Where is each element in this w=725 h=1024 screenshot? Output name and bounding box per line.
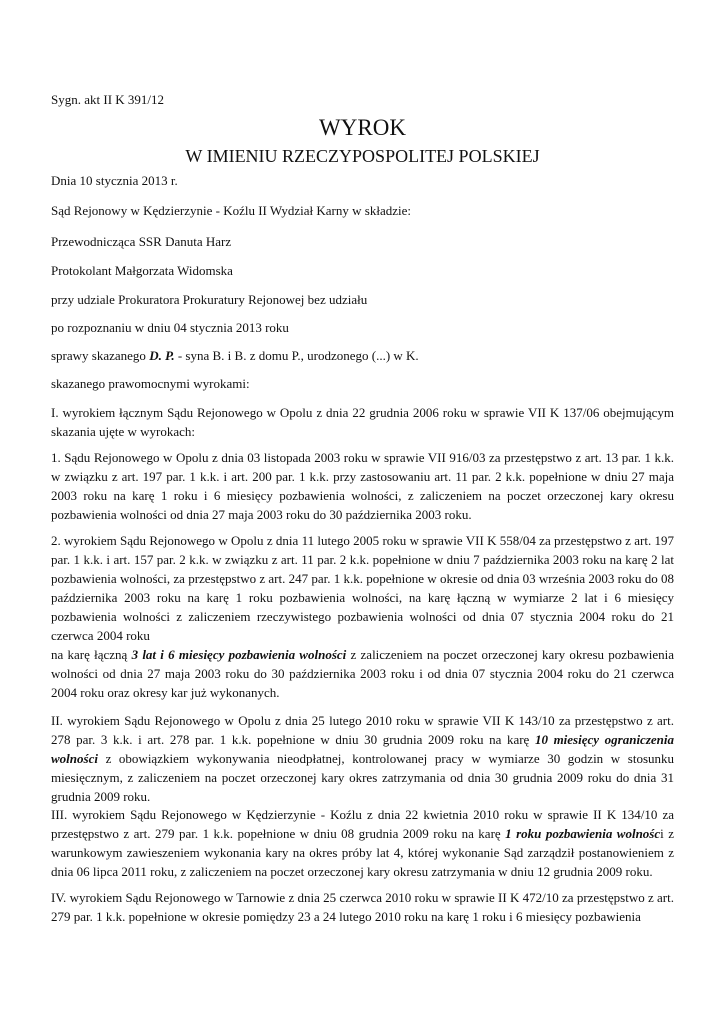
case-line: [51, 346, 674, 365]
II-post: z obowiązkiem wykonywania nieodpłatnej, kontrolowanej pracy w wymiarze 30 godzin w stosunku miesięcznym, z zaliczeniem na poczet orzeczonej kary okres zatrzymania od dnia 30 grudnia 2009 roku do dnia 31 grudnia 2009 roku.: [51, 751, 674, 804]
defendant-name: D. P.: [149, 348, 175, 363]
judgment-date: Dnia 10 stycznia 2013 r.: [51, 173, 178, 188]
paragraph-III: [51, 805, 674, 881]
joint-sentence-emphasis: 3 lat i 6 miesięcy pozbawienia wolności: [131, 647, 347, 662]
hearing-date: po rozpoznaniu w dniu 04 stycznia 2013 roku: [51, 320, 289, 335]
prosecutor-line: przy udziale Prokuratora Prokuratury Rejonowej bez udziału: [51, 292, 368, 307]
III-post: i z warunkowym zawieszeniem wykonania kary na okres próby lat 4, której wykonanie Sąd zarządził postanowieniem z dnia 06 lipca 2011 roku, z zaliczeniem na poczet orzeczonej kary okresu zatrzymania w dniu 12 grudnia 2009 roku.: [51, 826, 674, 879]
II-emphasis: 10 miesięcy ograniczenia wolności: [51, 732, 674, 766]
III-emphasis: 1 roku pozbawienia wolnośc: [505, 826, 661, 841]
judgment-title: WYROK: [319, 115, 406, 140]
paragraph-IV: IV. wyrokiem Sądu Rejonowego w Tarnowie z dnia 25 czerwca 2010 roku w sprawie II K 472/10 za przestępstwo z art. 279 par. 1 k.k. popełnione w okresie pomiędzy 23 a 24 lutego 2010 roku na karę 1 roku i 6 miesięcy pozbawienia: [51, 890, 674, 924]
case-prefix: sprawy skazanego: [51, 348, 150, 363]
II-pre: II. wyrokiem Sądu Rejonowego w Opolu z dnia 25 lutego 2010 roku w sprawie VII K 143/10 za przestępstwo z art. 278 par. 3 k.k. i art. 278 par. 1 k.k. popełnione w dniu 30 grudnia 2009 roku na karę: [51, 713, 674, 747]
judgment-subtitle: W IMIENIU RZECZYPOSPOLITEJ POLSKIEJ: [185, 146, 540, 166]
paragraph-II: [51, 711, 674, 806]
presiding-judge: Przewodnicząca SSR Danuta Harz: [51, 234, 232, 249]
paragraph-joint-sentence: [51, 645, 674, 702]
paragraph-I: I. wyrokiem łącznym Sądu Rejonowego w Opolu z dnia 22 grudnia 2006 roku w sprawie VII K 137/06 obejmującym skazania ujęte w wyrokach:: [51, 405, 674, 439]
convicted-heading: skazanego prawomocnymi wyrokami:: [51, 376, 250, 391]
case-suffix: - syna B. i B. z domu P., urodzonego (...) w K.: [174, 348, 419, 363]
joint-post: z zaliczeniem na poczet orzeczonej kary okresu pozbawienia wolności od dnia 27 maja 2003 roku do 30 października 2003 roku i od dnia 07 stycznia 2004 roku do 21 czerwca 2004 roku oraz okresy kar już wykonanych.: [51, 647, 674, 700]
court-composition: Sąd Rejonowy w Kędzierzynie - Koźlu II Wydział Karny w składzie:: [51, 203, 411, 218]
court-clerk: Protokolant Małgorzata Widomska: [51, 263, 233, 278]
III-pre: III. wyrokiem Sądu Rejonowego w Kędzierzynie - Koźlu z dnia 22 kwietnia 2010 roku w sprawie II K 134/10 za przestępstwo z art. 279 par. 1 k.k. popełnione w dniu 08 grudnia 2009 roku na karę: [51, 807, 674, 841]
paragraph-1: 1. Sądu Rejonowego w Opolu z dnia 03 listopada 2003 roku w sprawie VII 916/03 za przestępstwo z art. 13 par. 1 k.k. w związku z art. 197 par. 1 k.k. i art. 200 par. 1 k.k. przy zastosowaniu art. 11 par. 2 k.k. popełnione w dniu 27 maja 2003 roku na karę 1 roku i 6 miesięcy pozbawienia wolności, z zaliczeniem na poczet orzeczonej kary okresu pozbawienia wolności od dnia 27 maja 2003 roku do 30 października 2003 roku.: [51, 450, 674, 522]
case-signature: Sygn. akt II K 391/12: [51, 92, 165, 107]
joint-pre: na karę łączną: [51, 647, 132, 662]
paragraph-2: 2. wyrokiem Sądu Rejonowego w Opolu z dnia 11 lutego 2005 roku w sprawie VII K 558/04 za przestępstwo z art. 197 par. 1 k.k. i art. 157 par. 2 k.k. w związku z art. 11 par. 2 k.k. popełnione w dniu 7 października 2003 roku na karę 2 lat pozbawienia wolności, za przestępstwo z art. 247 par. 1 k.k. popełnione w okresie od dnia 03 września 2003 roku do 08 października 2003 roku na karę 1 roku pozbawienia wolności, na karę łączną w wymiarze 2 lat i 6 miesięcy pozbawienia wolności z zaliczeniem rzeczywistego pozbawienia wolności od dnia 07 stycznia 2004 roku do 21 czerwca 2004 roku: [51, 533, 674, 643]
